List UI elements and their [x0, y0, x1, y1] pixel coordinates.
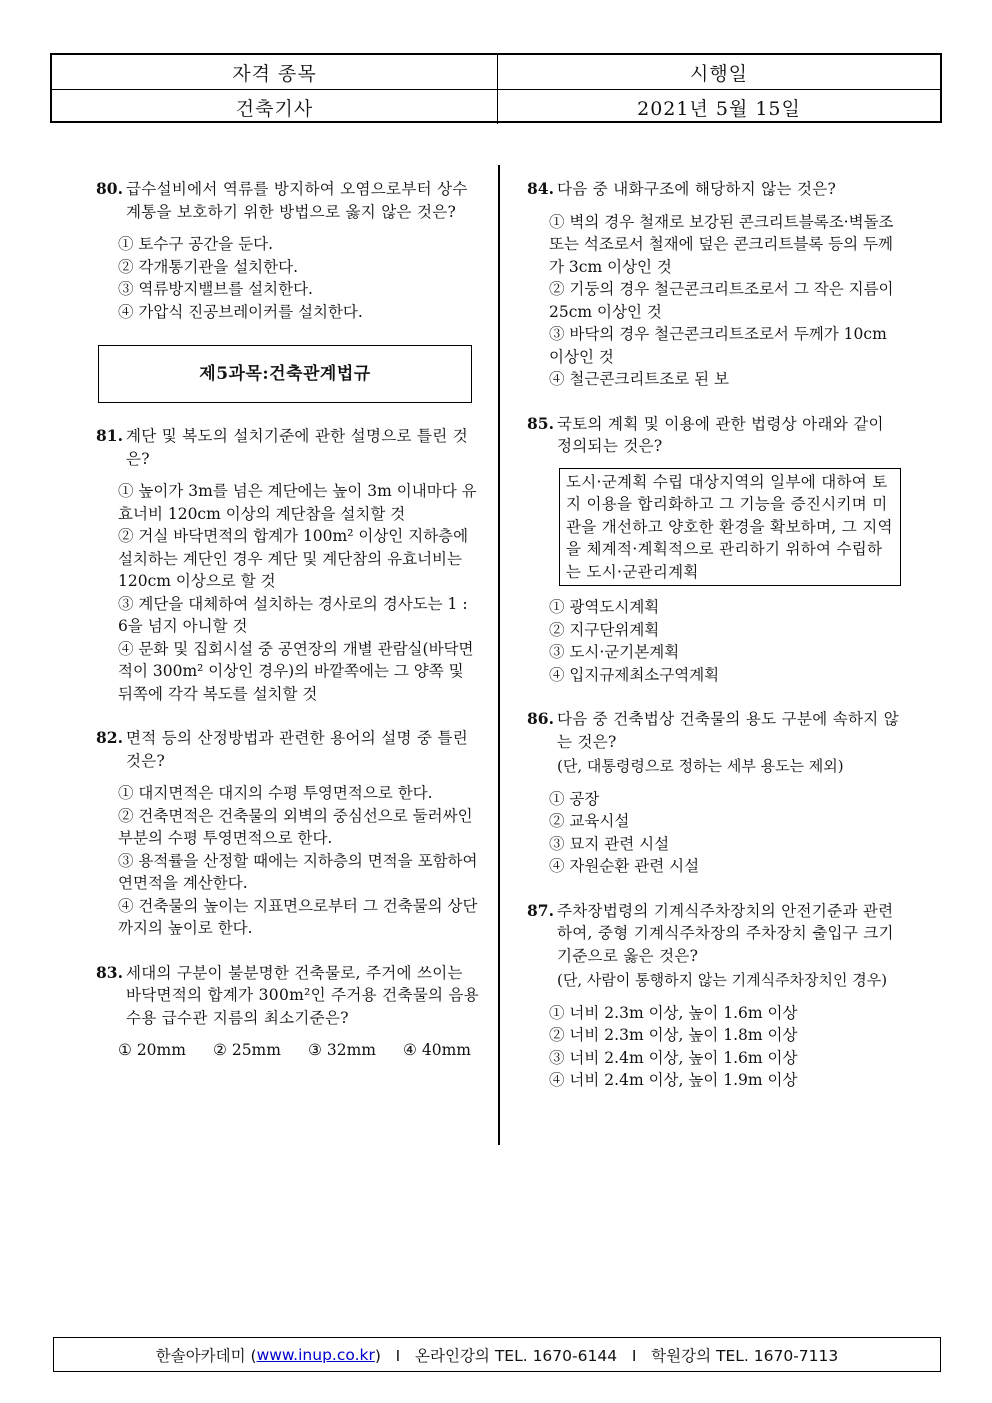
header-row-values: [52, 89, 940, 124]
option-1: ① 벽의 경우 철재로 보강된 콘크리트블록조·벽돌조 또는 석조로서 철재에 덮은 콘크리트블록 등의 두께가 3cm 이상인 것: [549, 212, 894, 276]
option-4: ④ 40mm: [403, 1041, 471, 1059]
right-column: [527, 178, 902, 1114]
answer-options: [96, 480, 481, 705]
question-text: 주차장법령의 기계식주차장치의 안전기준과 관련하여, 중형 기계식주차장의 주차장치 출입구 크기 기준으로 옳은 것은?: [557, 901, 894, 965]
subject-value: 건축기사: [235, 97, 314, 120]
answer-options: [96, 233, 481, 323]
option-2: ② 각개통기관을 설치한다.: [118, 257, 299, 276]
option-3: ③ 도시·군기본계획: [549, 643, 680, 661]
question-85: [527, 413, 902, 687]
question-82: [96, 727, 481, 940]
option-2: ② 기둥의 경우 철근콘크리트조로서 그 작은 지름이 25cm 이상인 것: [549, 280, 894, 321]
option-4: ④ 문화 및 집회시설 중 공연장의 개별 관람실(바닥면적이 300m² 이상인 경우)의 바깥쪽에는 그 양쪽 및 뒤쪽에 각각 복도를 설치할 것: [118, 639, 474, 703]
website-link[interactable]: www.inup.co.kr: [256, 1345, 375, 1364]
option-2: ② 교육시설: [549, 812, 630, 830]
question-text: 면적 등의 산정방법과 관련한 용어의 설명 중 틀린 것은?: [126, 729, 469, 770]
definition-box: 도시·군계획 수립 대상지역의 일부에 대하여 토지 이용을 합리화하고 그 기능을 증진시키며 미관을 개선하고 양호한 환경을 확보하며, 그 지역을 체계적·계획적으로 관리하기 위하여 수립하는 도시·군관리계획: [559, 468, 901, 587]
question-84: [527, 178, 902, 391]
option-1: ① 공장: [549, 789, 600, 808]
answer-options: [96, 782, 481, 940]
question-text: 계단 및 복도의 설치기준에 관한 설명으로 틀린 것은?: [126, 427, 469, 468]
question-number: 85.: [527, 413, 554, 433]
option-3: ③ 역류방지밸브를 설치한다.: [118, 280, 313, 298]
option-2: ② 너비 2.3m 이상, 높이 1.8m 이상: [549, 1026, 798, 1044]
question-text: 급수설비에서 역류를 방지하여 오염으로부터 상수계통을 보호하기 위한 방법으로 옳지 않은 것은?: [126, 180, 468, 221]
option-1: ① 토수구 공간을 둔다.: [118, 235, 273, 253]
question-text: 국토의 계획 및 이용에 관한 법령상 아래와 같이 정의되는 것은?: [557, 414, 884, 455]
question-text: 다음 중 건축법상 건축물의 용도 구분에 속하지 않는 것은?: [557, 710, 900, 751]
answer-options: [527, 788, 902, 878]
footer-contact: ) I 온라인강의 TEL. 1670-6144 I 학원강의 TEL. 1670-7113: [374, 1346, 839, 1365]
question-note: (단, 대통령령으로 정하는 세부 용도는 제외): [557, 757, 844, 775]
option-4: ④ 건축물의 높이는 지표면으로부터 그 건축물의 상단까지의 높이로 한다.: [118, 896, 478, 937]
option-1: ① 20mm: [118, 1041, 186, 1059]
option-1: ① 대지면적은 대지의 수평 투영면적으로 한다.: [118, 784, 433, 802]
question-text: 세대의 구분이 불분명한 건축물로, 주거에 쓰이는 바닥면적의 합계가 300m²인 주거용 건축물의 음용수용 급수관 지름의 최소기준은?: [126, 963, 480, 1027]
question-text: 다음 중 내화구조에 해당하지 않는 것은?: [557, 180, 837, 198]
option-4: ④ 가압식 진공브레이커를 설치한다.: [118, 302, 363, 321]
question-number: 83.: [96, 962, 123, 982]
column-divider: [498, 165, 500, 1145]
option-4: ④ 입지규제최소구역계획: [549, 665, 720, 684]
answer-options: [527, 1002, 902, 1092]
option-2: ② 거실 바닥면적의 합계가 100m² 이상인 지하층에 설치하는 계단인 경우 계단 및 계단참의 유효너비는 120cm 이상으로 할 것: [118, 527, 469, 590]
option-3: ③ 32mm: [308, 1041, 376, 1059]
date-value: 2021년 5월 15일: [497, 90, 940, 124]
question-86: [527, 708, 902, 878]
footer: [53, 1337, 941, 1372]
option-4: ④ 자원순환 관련 시설: [549, 857, 700, 875]
question-number: 80.: [96, 179, 123, 198]
date-label: 시행일: [497, 55, 940, 89]
header-row-labels: [52, 55, 940, 89]
question-note: (단, 사람이 통행하지 않는 기계식주차장치인 경우): [557, 971, 888, 989]
question-number: 84.: [527, 179, 554, 198]
answer-options: [527, 596, 902, 686]
question-83: [96, 962, 481, 1062]
option-4: ④ 철근콘크리트조로 된 보: [549, 370, 730, 388]
option-1: ① 높이가 3m를 넘은 계단에는 높이 3m 이내마다 유효너비 120cm 이상의 계단참을 설치할 것: [118, 482, 477, 523]
subject-label: 자격 종목: [232, 62, 317, 85]
question-81: [96, 425, 481, 705]
question-number: 87.: [527, 900, 554, 920]
answer-options: [96, 1039, 481, 1062]
option-3: ③ 묘지 관련 시설: [549, 834, 670, 853]
option-3: ③ 바닥의 경우 철근콘크리트조로서 두께가 10cm 이상인 것: [549, 325, 887, 366]
option-3: ③ 계단을 대체하여 설치하는 경사로의 경사도는 1 : 6을 넘지 아니할 것: [118, 594, 468, 635]
header-table: [50, 53, 942, 123]
section-title: 제5과목:건축관계법규: [98, 345, 472, 403]
option-2: ② 지구단위계획: [549, 620, 660, 639]
option-4: ④ 너비 2.4m 이상, 높이 1.9m 이상: [549, 1071, 798, 1089]
option-2: ② 건축면적은 건축물의 외벽의 중심선으로 둘러싸인 부분의 수평 투영면적으로 한다.: [118, 806, 473, 847]
question-number: 82.: [96, 728, 123, 747]
option-1: ① 광역도시계획: [549, 598, 660, 616]
option-2: ② 25mm: [213, 1041, 281, 1059]
left-column: [96, 178, 481, 1084]
answer-options: [527, 211, 902, 391]
footer-academy: 한솔아카데미 (: [155, 1346, 257, 1365]
option-1: ① 너비 2.3m 이상, 높이 1.6m 이상: [549, 1003, 798, 1022]
question-87: [527, 900, 902, 1092]
question-number: 81.: [96, 426, 123, 445]
question-80: [96, 178, 481, 323]
option-3: ③ 용적률을 산정할 때에는 지하층의 면적을 포함하여 연면적을 계산한다.: [118, 851, 478, 892]
option-3: ③ 너비 2.4m 이상, 높이 1.6m 이상: [549, 1048, 798, 1067]
question-number: 86.: [527, 709, 554, 728]
